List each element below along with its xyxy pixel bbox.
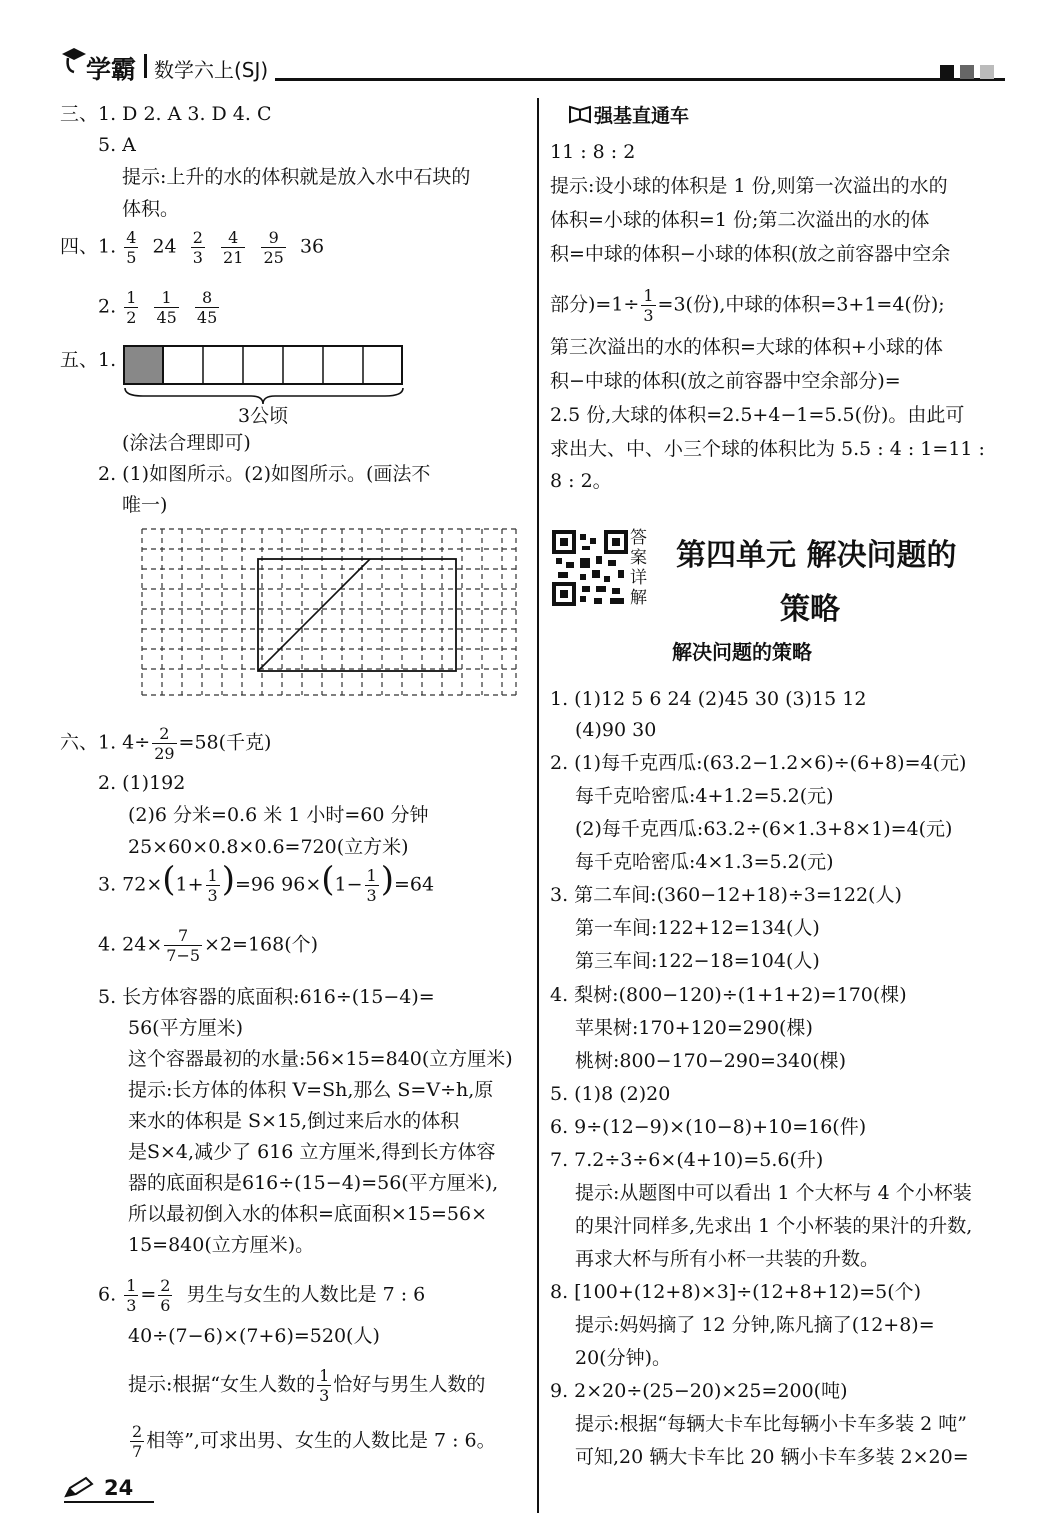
q1-l2: (4)90 30 <box>575 719 657 741</box>
s6-q6-h2: $\frac{2}{7}$ 相等”,可求出男、女生的人数比是 7 : 6。 <box>132 1422 496 1461</box>
hint-l7: 2.5 份,大球的体积=2.5+4−1=5.5(份)。由此可 <box>550 404 965 426</box>
q8-h2: 20(分钟)。 <box>575 1347 672 1369</box>
column-divider <box>537 98 539 1513</box>
header-subject: 数学六上(SJ) <box>154 58 269 82</box>
q4-l3: 桃树:800−170−290=340(棵) <box>575 1050 847 1072</box>
hint-l5: 第三次溢出的水的体积=大球的体积+小球的体 <box>550 336 943 358</box>
q4-l2: 苹果树:170+120=290(棵) <box>575 1017 813 1039</box>
s6-q5-h4: 器的底面积是616÷(15−4)=56(平方厘米), <box>128 1172 499 1194</box>
s5-label: 五、1. <box>60 349 117 371</box>
s3-q5: 5. A <box>98 134 136 156</box>
unit-title-line1: 第四单元 解决问题的 <box>676 538 957 573</box>
s6-q5-l3: 这个容器最初的水量:56×15=840(立方厘米) <box>128 1048 513 1070</box>
hint-l3: 积=中球的体积−小球的体积(放之前容器中空余 <box>550 243 951 265</box>
q9: 9. 2×20÷(25−20)×25=200(吨) <box>550 1380 848 1402</box>
s6-q2-l2: (2)6 分米=0.6 米 1 小时=60 分钟 <box>128 804 429 826</box>
s6-q6-l2: 40÷(7−6)×(7+6)=520(人) <box>128 1325 380 1347</box>
s5-grid-figure <box>140 527 520 703</box>
q2-l3: (2)每千克西瓜:63.2÷(6×1.3+8×1)=4(元) <box>575 818 953 840</box>
book-icon <box>568 104 592 128</box>
brand-name: 学霸 <box>86 55 137 84</box>
s6-q6-h1: 提示:根据“女生人数的 $\frac{1}{3}$ 恰好与男生人数的 <box>128 1366 486 1405</box>
q3-l1: 3. 第二车间:(360−12+18)÷3=122(人) <box>550 884 902 906</box>
s6-q5-h6: 15=840(立方厘米)。 <box>128 1234 315 1256</box>
footer-rule <box>64 1501 154 1503</box>
qr-code-icon[interactable] <box>552 530 628 610</box>
q7: 7. 7.2÷3÷6×(4+10)=5.6(升) <box>550 1149 824 1171</box>
unit-title-line2: 策略 <box>780 592 840 627</box>
s4-frac-1: $\frac{4}{5}$ <box>126 228 137 267</box>
s4-row1 <box>60 228 324 267</box>
header-squares-icon <box>940 64 1000 83</box>
s6-q4: 4. 24× $\frac{7}{7-5}$ ×2=168(个) <box>98 926 319 965</box>
s6-q5-h2: 来水的体积是 S×15,倒过来后水的体积 <box>128 1110 460 1132</box>
lesson-title: 解决问题的策略 <box>672 640 812 664</box>
q2-l2: 每千克哈密瓜:4+1.2=5.2(元) <box>575 785 834 807</box>
s4-q2: 2. <box>98 295 117 318</box>
q7-h2: 的果汁同样多,先求出 1 个小杯装的果汁的升数, <box>575 1215 973 1237</box>
ratio-answer: 11 : 8 : 2 <box>550 141 636 163</box>
q7-h1: 提示:从题图中可以看出 1 个大杯与 4 个小杯装 <box>575 1182 972 1204</box>
hint-l6: 积−中球的体积(放之前容器中空余部分)= <box>550 370 901 392</box>
q3-l3: 第三车间:122−18=104(人) <box>575 950 820 972</box>
q8: 8. [100+(12+8)×3]÷(12+8+12)=5(个) <box>550 1281 922 1303</box>
s4-value-1: 24 <box>152 235 177 258</box>
s6-q2-l1: 2. (1)192 <box>98 772 186 794</box>
q5: 5. (1)8 (2)20 <box>550 1083 671 1105</box>
q8-h1: 提示:妈妈摘了 12 分钟,陈凡摘了(12+8)= <box>575 1314 935 1336</box>
s6-q5-h5: 所以最初倒入水的体积=底面积×15=56× <box>128 1203 488 1225</box>
hint-l8: 求出大、中、小三个球的体积比为 5.5 : 4 : 1=11 : <box>550 438 985 460</box>
s5-area-strip <box>123 345 405 391</box>
q6: 6. 9÷(12−9)×(10−8)+10=16(件) <box>550 1116 867 1138</box>
s6-q1: 六、1. 4÷ $\frac{2}{29}$ =58(千克) <box>60 724 272 763</box>
q7-h3: 再求大杯与所有小杯一共装的升数。 <box>575 1248 880 1270</box>
brand-logo-icon <box>60 44 86 74</box>
s4-row2 <box>98 288 221 327</box>
q2-l1: 2. (1)每千克西瓜:(63.2−1.2×6)÷(6+8)=4(元) <box>550 752 967 774</box>
s6-q2-l3: 25×60×0.8×0.6=720(立方米) <box>128 836 409 858</box>
q3-l2: 第一车间:122+12=134(人) <box>575 917 820 939</box>
s5-caption: 3公顷 <box>238 405 289 427</box>
s6-q3: 3. 72×(1+ $\frac{1}{3}$ )=96 96×(1− $\frac{1}{3}$ )=64 <box>98 859 435 905</box>
s6-q6: 6. $\frac{1}{3}$ = $\frac{2}{6}$ 男生与女生的人数比是 7 : 6 <box>98 1276 426 1315</box>
hint-l4: 部分)=1÷ $\frac{1}{3}$ =3(份),中球的体积=3+1=4(份); <box>550 286 945 325</box>
s4-frac-7: $\frac{8}{45}$ <box>196 288 218 327</box>
s5-q2-l2: 唯一) <box>122 494 168 516</box>
s4-frac-2: $\frac{2}{3}$ <box>192 228 203 267</box>
q2-l4: 每千克哈密瓜:4×1.3=5.2(元) <box>575 851 834 873</box>
s4-frac-4: $\frac{9}{25}$ <box>263 228 284 267</box>
q9-h1: 提示:根据“每辆大卡车比每辆小卡车多装 2 吨” <box>575 1413 967 1435</box>
s3-hint-l2: 体积。 <box>122 198 180 220</box>
s3-line1: 三、1. D 2. A 3. D 4. C <box>60 103 272 125</box>
s3-hint-l1: 提示:上升的水的体积就是放入水中石块的 <box>122 166 471 188</box>
s4-value-2: 36 <box>299 235 325 258</box>
q4-l1: 4. 梨树:(800−120)÷(1+1+2)=170(棵) <box>550 984 907 1006</box>
pencil-icon <box>64 1476 94 1502</box>
s4-label: 四、1. <box>60 235 117 258</box>
s4-frac-3: $\frac{4}{21}$ <box>223 228 244 267</box>
q9-h2: 可知,20 辆大卡车比 20 辆小卡车多装 2×20= <box>575 1446 969 1468</box>
hint-l9: 8 : 2。 <box>550 470 612 492</box>
section-title: 强基直通车 <box>594 105 690 127</box>
s5-q2-l1: 2. (1)如图所示。(2)如图所示。(画法不 <box>98 463 431 485</box>
s6-q1-frac: $\frac{2}{29}$ <box>154 724 175 763</box>
hint-l2: 体积=小球的体积=1 份;第二次溢出的水的体 <box>550 209 930 231</box>
s5-note: (涂法合理即可) <box>122 432 251 454</box>
s6-q5-l2: 56(平方厘米) <box>128 1017 244 1039</box>
s6-q5-l1: 5. 长方体容器的底面积:616÷(15−4)= <box>98 986 435 1008</box>
q1-l1: 1. (1)12 5 6 24 (2)45 30 (3)15 12 <box>550 688 867 710</box>
header-divider <box>144 54 147 78</box>
hint-l1: 提示:设小球的体积是 1 份,则第一次溢出的水的 <box>550 175 948 197</box>
s4-frac-6: $\frac{1}{45}$ <box>156 288 177 327</box>
page-number: 24 <box>104 1476 134 1500</box>
s6-q5-h3: 是S×4,减少了 616 立方厘米,得到长方体容 <box>128 1141 496 1163</box>
s6-q5-h1: 提示:长方体的体积 V=Sh,那么 S=V÷h,原 <box>128 1079 494 1101</box>
header-rule <box>275 78 1005 81</box>
s4-frac-5: $\frac{1}{2}$ <box>126 288 137 327</box>
qr-side-label: 答案详解 <box>630 528 647 608</box>
